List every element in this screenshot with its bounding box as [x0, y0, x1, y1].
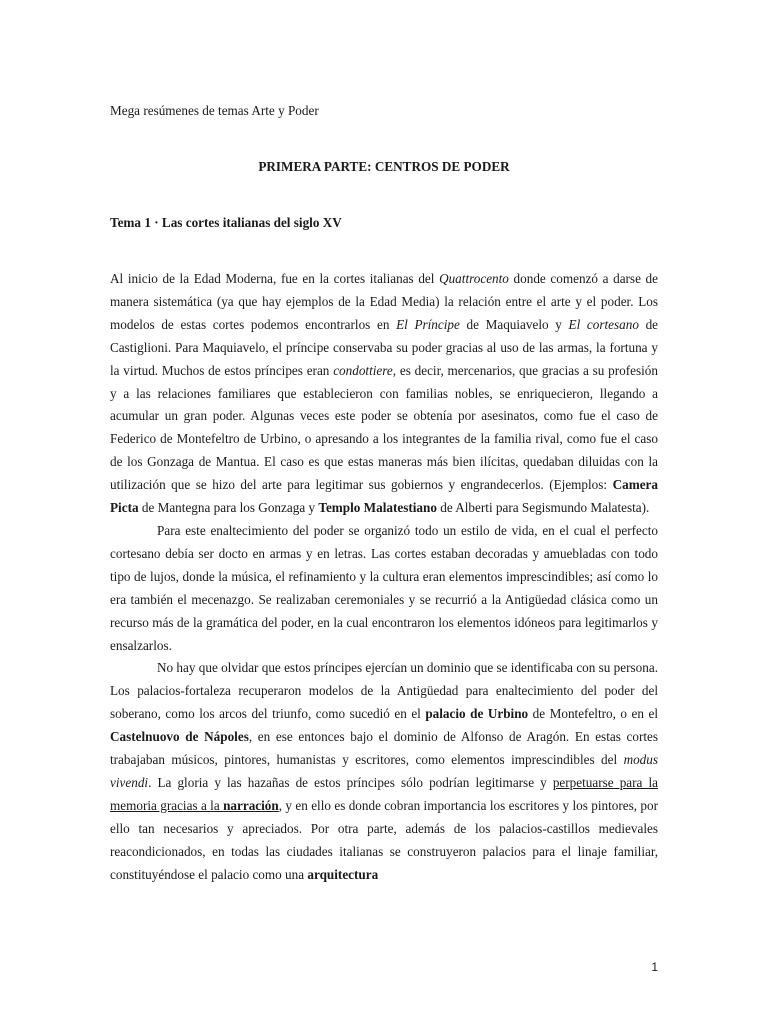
part-heading: PRIMERA PARTE: CENTROS DE PODER [258, 159, 510, 174]
paragraph-3 [110, 657, 658, 886]
paragraph-1 [110, 268, 658, 520]
bold-term-castelnuovo: Castelnuovo de Nápoles [110, 729, 249, 745]
text-run: , en ese entonces bajo el dominio de Alfonso de Aragón. En estas cortes trabajaban músicos, pintores, humanistas y escritores, como elementos imprescindibles del [110, 729, 659, 768]
italic-title-el-cortesano: El cortesano [568, 316, 639, 332]
text-run: . La gloria y las hazañas de estos príncipes sólo podrían legitimarse y [148, 774, 553, 790]
italic-term-condottiere: condottiere [333, 362, 393, 378]
bold-term-camera-picta: Camera Picta [110, 477, 658, 516]
bold-term-templo-malatestiano: Templo Malatestiano [318, 500, 437, 516]
document-title: Mega resúmenes de temas Arte y Poder [110, 103, 319, 118]
bold-term-arquitectura: arquitectura [307, 866, 379, 882]
text-run: de Mantegna para los Gonzaga y [138, 500, 319, 516]
text-run: de Castiglioni. Para Maquiavelo, el príncipe conservaba su poder gracias al uso de las armas, la fortuna y la virtud. Muchos de estos príncipes eran [110, 316, 659, 378]
text-run: No hay que olvidar que estos príncipes ejercían un dominio que se identificaba con su persona. Los palacios-fortaleza recuperaron modelos de la Antigüedad para enaltecimiento del poder del soberano, como los arcos del triunfo, como sucedió en el [110, 660, 658, 722]
paragraph-2: Para este enaltecimiento del poder se organizó todo un estilo de vida, en el cual el perfecto cortesano debía ser docto en armas y en letras. Las cortes estaban decoradas y amuebladas con todo tipo de lujos, donde la música, el refinamiento y la cultura eran elementos imprescindibles; así como lo era también el mecenazgo. Se realizaban ceremoniales y se recurrió a la Antigüedad clásica como un recurso más de la gramática del poder, en la cual encontraron los elementos idóneos para legitimarlos y ensalzarlos. [110, 522, 658, 653]
text-run: de Maquiavelo y [459, 316, 569, 332]
italic-title-el-principe: El Príncipe [396, 316, 460, 332]
page-number: 1 [651, 960, 658, 974]
bold-term-palacio-urbino: palacio de Urbino [425, 706, 529, 722]
italic-term-modus-vivendi: modus vivendi [110, 752, 658, 790]
text-run: donde comenzó a darse de manera sistemática (ya que hay ejemplos de la Edad Media) la relación entre el arte y el poder. Los modelos de estas cortes podemos encontrarlos en [110, 271, 658, 332]
text-run: de Alberti para Segismundo Malatesta). [436, 500, 650, 516]
text-run: Al inicio de la Edad Moderna, fue en la cortes italianas del [110, 271, 440, 286]
text-run: , es decir, mercenarios, que gracias a su profesión y a las relaciones familiares que establecieron con familias nobles, se enriquecieron, llegando a acumular un gran poder. Algunas veces este poder se obtenía por asesinatos, como fue el caso de Federico de Montefeltro de Urbino, o apresando a los integrantes de la familia rival, como fue el caso de los Gonzaga de Mantua. El caso es que estas maneras más bien ilícitas, quedaban diluidas con la utilización que se hizo del arte para legitimar sus gobiernos y engrandecerlos. (Ejemplos: [110, 362, 658, 493]
bold-term-narracion: narración [223, 797, 279, 813]
italic-term-quattrocento: Quattrocento [439, 271, 509, 286]
text-run: , y en ello es donde cobran importancia los escritores y los pintores, por ello tan necesarios y apreciados. Por otra parte, además de los palacios-castillos medievales reacondicionados, en todas las ciudades italianas se construyeron palacios para el linaje familiar, constituyéndose el palacio como una [110, 797, 658, 882]
underlined-text: perpetuarse para la memoria gracias a la [110, 774, 658, 813]
text-run: de Montefeltro, o en el [528, 706, 658, 722]
topic-heading: Tema 1 · Las cortes italianas del siglo XV [110, 215, 342, 230]
